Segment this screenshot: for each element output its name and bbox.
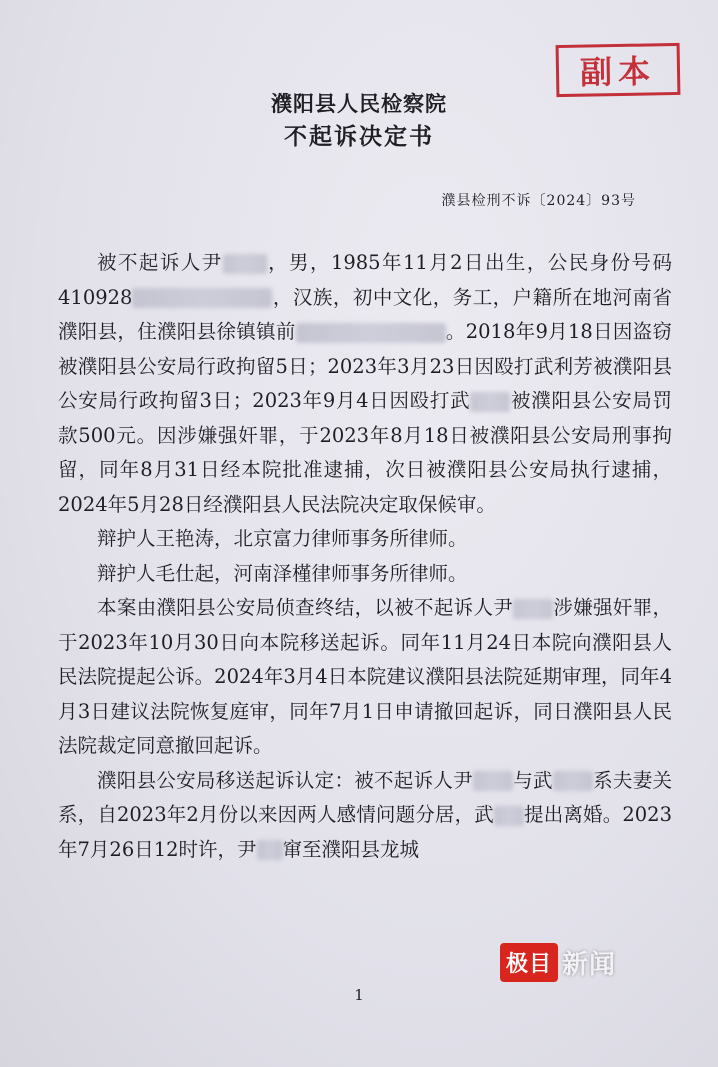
redaction-mask [553, 771, 593, 791]
paragraph-case-history: 本案由濮阳县公安局侦查终结，以被不起诉人尹 涉嫌强奸罪，于2023年10月30日向本院移送起诉。同年11月24日本院向濮阳县人民法院提起公诉。2024年3月4日本院建议濮阳县法院延期审理，同年4月3日建议法院恢复庭审，同年7月1日申请撤回起诉，同日濮阳县人民法院裁定同意撤回起诉。 [58, 596, 672, 757]
issuing-organization: 濮阳县人民检察院 [271, 91, 447, 116]
redaction-mask [132, 288, 272, 308]
paragraph-defender-2: 辩护人毛仕起，河南泽槿律师事务所律师。 [97, 561, 468, 585]
redaction-mask [470, 392, 510, 412]
redaction-mask [473, 771, 513, 791]
document-body [58, 246, 672, 867]
redaction-mask [223, 254, 267, 274]
redaction-mask [513, 599, 553, 619]
redaction-mask [296, 323, 446, 343]
paragraph-defender-1: 辩护人王艳涛，北京富力律师事务所律师。 [97, 527, 468, 550]
paragraph-police-findings: 濮阳县公安局移送起诉认定：被不起诉人尹 与武 系夫妻关系，自2023年2月份以来因两人感情问题分居，武 提出离婚。2023年7月26日12时许，尹 窜至濮阳县龙城 [58, 768, 672, 861]
watermark-badge: 极目 [500, 943, 558, 982]
watermark-text: 新闻 [562, 949, 617, 980]
copy-stamp: 副本 [556, 43, 681, 97]
paragraph-defendant-info: 被不起诉人尹 ，男，1985年11月2日出生，公民身份号码410928 ，汉族，初中文化，务工，户籍所在地河南省濮阳县，住濮阳县徐镇镇前 。2018年9月18日因盗窃被濮阳县公安局行政拘留5日；2023年3月23日因殴打武利芳被濮阳县公安局行政拘留3日；2023年9月4日因殴打武 被濮阳县公安局罚款500元。因涉嫌强奸罪，于2023年8月18日被濮阳县公安局刑事拘留，同年8月31日经本院批准逮捕，次日被濮阳县公安局执行逮捕，2024年5月28日经濮阳县人民法院决定取保候审。 [58, 251, 672, 516]
redaction-mask [494, 806, 524, 826]
redaction-mask [257, 840, 283, 860]
document-number: 濮县检刑不诉〔2024〕93号 [441, 193, 636, 209]
document-title: 不起诉决定书 [284, 123, 434, 150]
news-watermark [500, 942, 616, 982]
page-number: 1 [354, 986, 364, 1004]
